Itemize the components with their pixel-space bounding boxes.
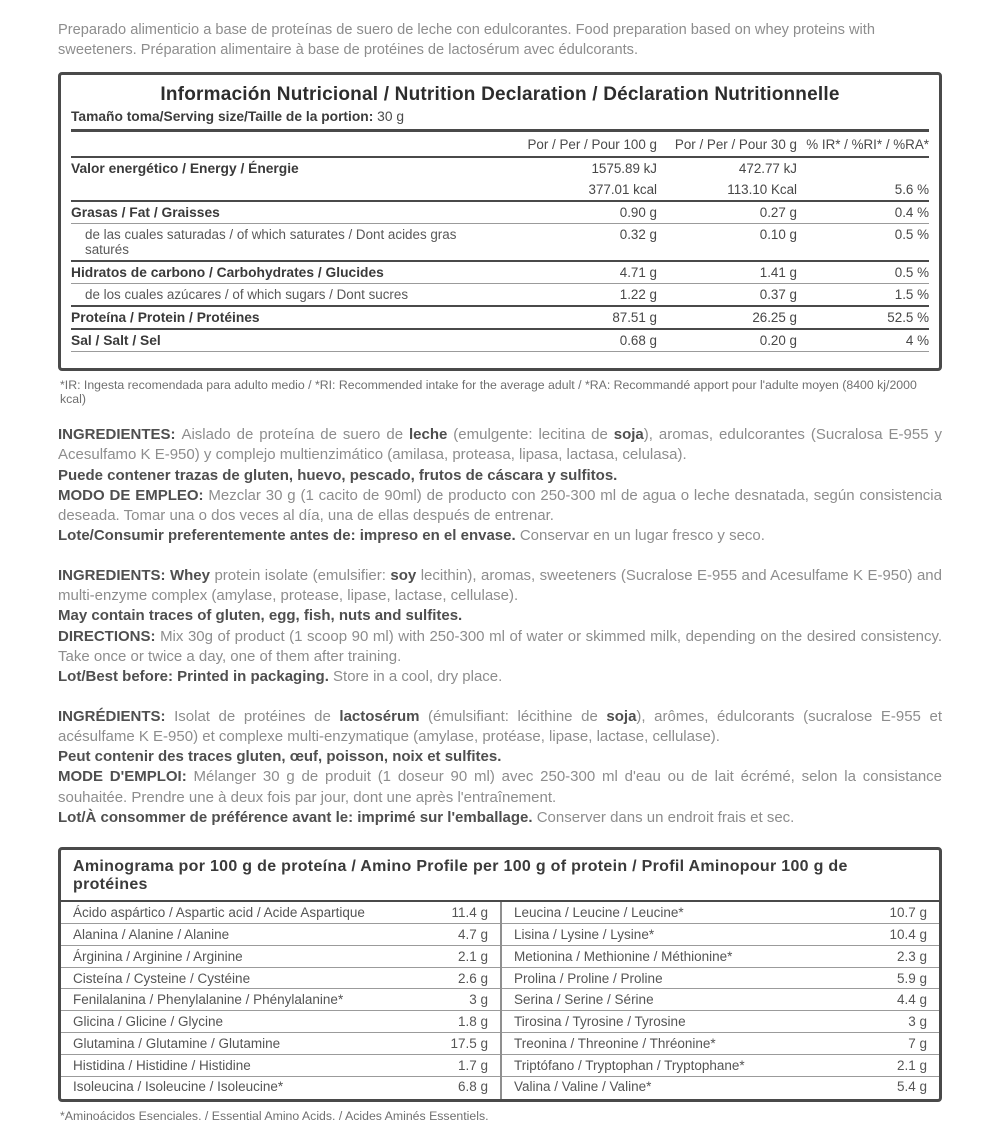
nutrition-row-value: 5.6 %: [894, 182, 929, 197]
nutrition-row-value: 1.5 %: [894, 287, 929, 302]
nutrition-row: [71, 179, 929, 200]
text-segment: soja: [613, 426, 644, 443]
amino-acid-value: 6.8 g: [457, 1079, 488, 1095]
nutrition-row-value: 0.20 g: [759, 333, 797, 348]
amino-row: [502, 1011, 939, 1033]
nutrition-row-value: 87.51 g: [612, 310, 657, 325]
paragraph-line: [58, 747, 942, 767]
amino-footnote: *Aminoácidos Esenciales. / Essential Amino Acids. / Acides Aminés Essentiels.: [60, 1109, 489, 1124]
nutrition-row-label: Sal / Salt / Sel: [71, 333, 161, 348]
text-segment: INGRÉDIENTS:: [58, 707, 175, 725]
amino-acid-label: Glutamina / Glutamine / Glutamine: [73, 1035, 281, 1051]
paragraph-line: [58, 566, 942, 607]
nutrition-row-label: de los cuales azúcares / of which sugars / Dont sucres: [85, 287, 409, 302]
amino-table-title: Aminograma por 100 g de proteína / Amino Profile per 100 g of protein / Profil Aminopour 100 g de protéines: [73, 858, 848, 894]
nutrition-row-value: 26.25 g: [752, 310, 797, 325]
nutrition-row-value: 4 %: [905, 333, 929, 348]
nutrition-row-value: 0.4 %: [894, 205, 929, 220]
amino-acid-value: 2.3 g: [896, 948, 927, 964]
text-segment: MODO DE EMPLEO:: [58, 486, 209, 504]
amino-acid-label: Alanina / Alanine / Alanine: [73, 927, 230, 943]
paragraph-line: [58, 526, 942, 546]
serving-size-line: [71, 108, 929, 129]
amino-row: [502, 902, 939, 924]
paragraph-line: [58, 707, 942, 748]
nutrition-row-value: 0.10 g: [759, 227, 797, 242]
amino-acid-label: Ácido aspártico / Aspartic acid / Acide Aspartique: [73, 905, 365, 921]
amino-acid-value: 10.7 g: [889, 905, 927, 921]
nutrition-row-value: 0.90 g: [619, 205, 657, 220]
amino-acid-value: 2.6 g: [457, 970, 488, 986]
paragraph-line: [58, 486, 942, 527]
text-segment: ), aromas, edulcorantes (Sucralosa E-955 y Acesulfamo K E-950) y complejo multienzimático (amilasa, proteasa, lipasa, lactasa, celulasa).: [58, 426, 942, 464]
text-segment: Peut contenir des traces gluten, œuf, poisson, noix et sulfites.: [58, 748, 502, 766]
paragraph-line: [58, 767, 942, 808]
nutrition-row-value: 1575.89 kJ: [591, 161, 657, 176]
amino-acid-label: Prolina / Proline / Proline: [514, 970, 663, 986]
text-segment: Mezclar 30 g (1 cacito de 90ml) de producto con 250-300 ml de agua o leche desnatada, según consistencia deseada. Tomar una o dos veces al día, una de ellas después de entrenar.: [58, 486, 942, 525]
nutrition-row: [71, 262, 929, 283]
text-segment: Conserver dans un endroit frais et sec.: [536, 809, 795, 827]
column-header-spacer: [71, 137, 487, 152]
amino-row: [502, 1077, 939, 1100]
amino-acid-value: 5.4 g: [896, 1079, 927, 1095]
text-segment: lecithin), aromas, sweeteners (Sucralose E-955 and Acesulfame K E-950) and multi-enzyme complex (amylase, protease, lipase, lactase, cellulase).: [58, 566, 942, 605]
text-segment: Puede contener trazas de gluten, huevo, pescado, frutos de cáscara y sulfitos.: [58, 466, 618, 484]
amino-row: [61, 902, 500, 924]
amino-acid-value: 1.8 g: [457, 1014, 488, 1030]
nutrition-row-label: Hidratos de carbono / Carbohydrates / Glucides: [71, 265, 384, 280]
text-segment: soy: [390, 566, 421, 584]
nutrition-row-label: Valor energético / Energy / Énergie: [71, 161, 299, 176]
paragraph-line: [58, 466, 942, 486]
text-segment: INGREDIENTES:: [58, 426, 182, 443]
column-header-per-30g: Por / Per / Pour 30 g: [674, 137, 797, 152]
column-header-per-100g: Por / Per / Pour 100 g: [527, 137, 657, 152]
amino-acid-value: 2.1 g: [896, 1057, 927, 1073]
amino-row: [61, 1077, 500, 1100]
amino-acid-label: Glicina / Glicine / Glycine: [73, 1014, 224, 1030]
amino-acid-value: 11.4 g: [451, 905, 488, 921]
text-segment: Store in a cool, dry place.: [333, 668, 503, 686]
nutrition-row: [71, 202, 929, 223]
amino-row: [502, 968, 939, 990]
amino-acid-label: Lisina / Lysine / Lysine*: [514, 927, 655, 943]
nutrition-row-value: [797, 161, 929, 176]
nutrition-footnote: *IR: Ingesta recomendada para adulto medio / *RI: Recommended intake for the average adult / *RA: Recommandé apport pour l'adulte moyen (8400 kj/2000 kcal): [60, 378, 917, 406]
nutrition-row-value: 0.5 %: [894, 227, 929, 242]
text-segment: May contain traces of gluten, egg, fish, nuts and sulfites.: [58, 607, 463, 625]
amino-acid-value: 4.7 g: [457, 927, 488, 943]
amino-acid-value: 10.4 g: [889, 927, 927, 943]
paragraph-line: [58, 425, 942, 466]
amino-acid-value: 1.7 g: [457, 1057, 488, 1073]
nutrition-row-value: 0.27 g: [759, 205, 797, 220]
nutrition-row-value: 0.5 %: [894, 265, 929, 280]
nutrition-row-label: de las cuales saturadas / of which saturates / Dont acides gras saturés: [85, 227, 457, 257]
amino-row: [502, 1033, 939, 1055]
text-segment: Aislado de proteína de suero de: [181, 426, 409, 443]
nutrition-column-headers: [71, 132, 929, 156]
amino-acid-label: Valina / Valine / Valine*: [514, 1079, 652, 1095]
intro-text: Preparado alimenticio a base de proteínas de suero de leche con edulcorantes. Food preparation based on whey proteins with sweeteners. Préparation alimentaire à base de protéines de lactosérum avec édulcorants.: [58, 22, 875, 58]
amino-acid-value: 3 g: [908, 1014, 927, 1030]
nutrition-row: [71, 307, 929, 328]
serving-size-value: 30 g: [377, 109, 405, 124]
nutrition-row-label: Grasas / Fat / Graisses: [71, 205, 220, 220]
amino-row: [61, 1011, 500, 1033]
text-segment: Conservar en un lugar fresco y seco.: [519, 527, 765, 545]
amino-acid-label: Tirosina / Tyrosine / Tyrosine: [514, 1014, 686, 1030]
nutrition-rows: [71, 158, 929, 352]
amino-acid-value: 5.9 g: [896, 970, 927, 986]
amino-acid-value: 7 g: [908, 1035, 927, 1051]
text-segment: Mix 30g of product (1 scoop 90 ml) with 250-300 ml of water or skimmed milk, depending on the desired consistency. Take once or twice a day, one of them after training.: [58, 627, 942, 665]
nutrition-row-value: 1.22 g: [619, 287, 657, 302]
serving-size-label: Tamaño toma/Serving size/Taille de la portion:: [71, 109, 374, 124]
amino-acid-label: Árginina / Arginine / Arginine: [73, 948, 243, 964]
amino-column-right: [500, 902, 939, 1099]
amino-acid-label: Leucina / Leucine / Leucine*: [514, 905, 684, 921]
amino-row: [502, 989, 939, 1011]
amino-acid-label: Serina / Serine / Sérine: [514, 992, 654, 1008]
text-segment: lactosérum: [339, 707, 420, 725]
nutrition-row: [71, 284, 929, 305]
amino-row: [61, 924, 500, 946]
row-divider: [71, 351, 929, 352]
nutrition-row-value: 52.5 %: [887, 310, 929, 325]
text-segment: Lot/Best before: Printed in packaging.: [58, 668, 334, 686]
nutrition-row-value: 113.10 Kcal: [727, 182, 797, 197]
text-segment: Lot/À consommer de préférence avant le: imprimé sur l'emballage.: [58, 809, 537, 827]
nutrition-row-value: 1.41 g: [759, 265, 797, 280]
amino-acid-label: Fenilalanina / Phenylalanine / Phénylalanine*: [73, 992, 344, 1008]
nutrition-row: [71, 330, 929, 351]
column-header-ri-percent: % IR* / %RI* / %RA*: [806, 137, 929, 152]
paragraph-line: [58, 667, 942, 687]
text-segment: MODE D'EMPLOI:: [58, 768, 194, 786]
text-segment: (emulgente: lecitina de: [447, 426, 614, 443]
amino-row: [61, 989, 500, 1011]
amino-acid-value: 2.1 g: [457, 948, 488, 964]
amino-acid-value: 4.4 g: [896, 992, 927, 1008]
amino-acid-value: 3 g: [469, 992, 488, 1008]
nutrition-row-value: 0.37 g: [759, 287, 797, 302]
amino-row: [502, 924, 939, 946]
text-segment: soja: [606, 707, 637, 725]
amino-acid-label: Histidina / Histidine / Histidine: [73, 1057, 251, 1073]
amino-acid-label: Triptófano / Tryptophan / Tryptophane*: [514, 1057, 745, 1073]
amino-row: [502, 946, 939, 968]
amino-row: [61, 1055, 500, 1077]
text-segment: Lote/Consumir preferentemente antes de: impreso en el envase.: [58, 527, 520, 545]
text-segment: ), arômes, édulcorants (sucralose E-955 et acésulfame K E-950) et complexe multi-enzymatique (amylase, protéase, lipase, lactase, cellulase).: [58, 707, 942, 745]
amino-acid-label: Treonina / Threonine / Thréonine*: [514, 1035, 716, 1051]
amino-row: [502, 1055, 939, 1077]
amino-table-body: [61, 902, 939, 1099]
nutrition-row-value: 0.68 g: [619, 333, 657, 348]
text-segment: leche: [409, 426, 448, 443]
nutrition-table: [58, 72, 942, 371]
ingredients-section-english: [58, 566, 942, 688]
nutrition-row-label: [71, 182, 487, 197]
nutrition-row-label: Proteína / Protein / Protéines: [71, 310, 260, 325]
amino-row: [61, 968, 500, 990]
amino-row: [61, 1033, 500, 1055]
amino-acid-value: 17.5 g: [450, 1035, 488, 1051]
nutrition-row-value: 377.01 kcal: [588, 182, 657, 197]
amino-profile-table: [58, 847, 942, 1102]
text-segment: Mélanger 30 g de produit (1 doseur 90 ml) avec 250-300 ml d'eau ou de lait écrémé, selon la consistance souhaitée. Prendre une à deux fois par jour, dont une après l'entraînement.: [58, 768, 943, 806]
paragraph-line: [58, 606, 942, 626]
nutrition-row: [71, 224, 929, 260]
text-segment: DIRECTIONS:: [58, 627, 161, 645]
nutrition-row-value: 472.77 kJ: [738, 161, 797, 176]
ingredients-section-spanish: [58, 425, 942, 547]
text-segment: protein isolate (emulsifier:: [214, 566, 391, 584]
ingredients-section-french: [58, 707, 942, 829]
nutrition-row-value: 0.32 g: [619, 227, 657, 242]
amino-row: [61, 946, 500, 968]
nutrition-row-value: 4.71 g: [619, 265, 657, 280]
nutrition-row: [71, 158, 929, 179]
amino-acid-label: Isoleucina / Isoleucine / Isoleucine*: [73, 1079, 284, 1095]
paragraph-line: [58, 808, 942, 828]
text-segment: (émulsifiant: lécithine de: [419, 707, 607, 725]
nutrition-table-title: Información Nutricional / Nutrition Declaration / Déclaration Nutritionnelle: [160, 84, 840, 105]
amino-column-left: [61, 902, 500, 1099]
text-segment: Isolat de protéines de: [174, 707, 340, 725]
amino-acid-label: Metionina / Methionine / Méthionine*: [514, 948, 733, 964]
paragraph-line: [58, 627, 942, 668]
text-segment: INGREDIENTS: Whey: [58, 566, 215, 584]
amino-acid-label: Cisteína / Cysteine / Cystéine: [73, 970, 251, 986]
